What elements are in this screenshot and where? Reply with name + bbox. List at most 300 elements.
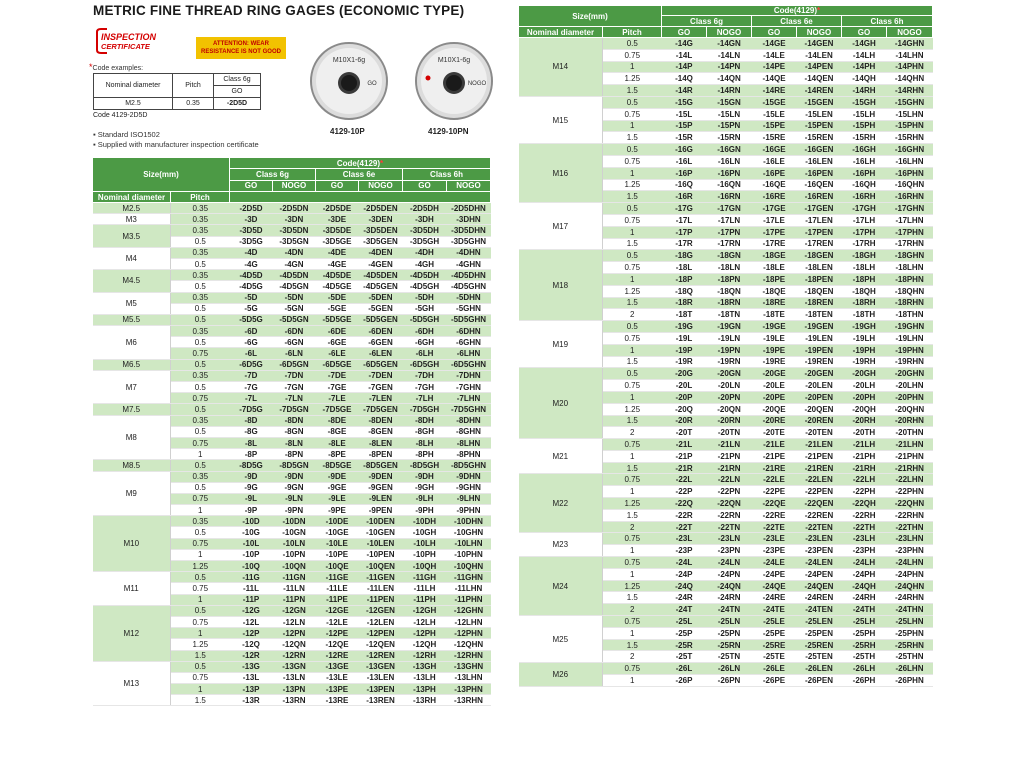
code-cell: -3D5GN — [273, 236, 316, 247]
code-cell: -8LH — [403, 437, 447, 448]
nogo-header: NOGO — [707, 27, 752, 38]
pitch-cell: 1 — [171, 505, 230, 516]
code-cell: -24Q — [662, 580, 707, 592]
code-cell: -23LEN — [797, 533, 842, 545]
code-cell: -5DN — [273, 292, 316, 303]
pitch-cell: 1.5 — [603, 415, 662, 427]
code-cell: -12QN — [273, 639, 316, 650]
code-cell: -10GN — [273, 527, 316, 538]
code-cell: -7GN — [273, 382, 316, 393]
code-cell: -19LE — [752, 332, 797, 344]
code-cell: -26L — [662, 663, 707, 675]
code-cell: -4D — [230, 247, 273, 258]
code-cell: -9DEN — [359, 471, 403, 482]
code-cell: -8DH — [403, 415, 447, 426]
pitch-cell: 1.5 — [603, 238, 662, 250]
code-cell: -10QH — [403, 561, 447, 572]
pitch-cell: 1 — [603, 627, 662, 639]
code-cell: -13LEN — [359, 672, 403, 683]
code-cell: -14LHN — [887, 49, 933, 61]
code-cell: -17L — [662, 214, 707, 226]
code-cell: -22QE — [752, 498, 797, 510]
code-cell: -20PH — [842, 391, 887, 403]
code-cell: -15LE — [752, 108, 797, 120]
pitch-cell: 1 — [171, 628, 230, 639]
pitch-cell: 0.75 — [171, 348, 230, 359]
code-cell: -15GE — [752, 96, 797, 108]
code-cell: -18QEN — [797, 285, 842, 297]
go-header: GO — [662, 27, 707, 38]
code-cell: -26LN — [707, 663, 752, 675]
code-cell: -15GHN — [887, 96, 933, 108]
pitch-cell: 0.35 — [171, 270, 230, 281]
code-cell: -16PH — [842, 167, 887, 179]
code-cell: -15L — [662, 108, 707, 120]
code-cell: -24LH — [842, 557, 887, 569]
code-cell: -17LEN — [797, 214, 842, 226]
pitch-cell: 1 — [603, 120, 662, 132]
code-cell: -10DHN — [447, 516, 491, 527]
code-cell: -9PHN — [447, 505, 491, 516]
code-cell: -5D5GE — [316, 314, 359, 325]
pitch-cell: 1 — [603, 273, 662, 285]
code-cell: -8LN — [273, 437, 316, 448]
code-cell: -26LH — [842, 663, 887, 675]
code-cell: -4D5D — [230, 270, 273, 281]
nogo-header: NOGO — [273, 180, 316, 191]
table-row — [519, 533, 933, 545]
nominal-diameter-cell: M23 — [519, 533, 603, 557]
pitch-cell: 2 — [603, 521, 662, 533]
pitch-cell: 0.75 — [603, 108, 662, 120]
code-cell: -19REN — [797, 356, 842, 368]
pitch-cell: 0.75 — [603, 663, 662, 675]
code-cell: -15PHN — [887, 120, 933, 132]
code-cell: -13GN — [273, 661, 316, 672]
size-header: Size(mm) — [93, 158, 230, 192]
table-row — [519, 321, 933, 333]
pitch-cell: 1.5 — [603, 356, 662, 368]
code-cell: -19LHN — [887, 332, 933, 344]
code-cell: -20GE — [752, 368, 797, 380]
code-cell: -7G — [230, 382, 273, 393]
code-cell: -22PHN — [887, 486, 933, 498]
code-cell: -24LHN — [887, 557, 933, 569]
code-cell: -22QH — [842, 498, 887, 510]
code-cell: -26PH — [842, 675, 887, 687]
code-cell: -24RE — [752, 592, 797, 604]
svg-text:CERTIFICATE: CERTIFICATE — [101, 42, 150, 51]
nominal-diameter-cell: M8 — [93, 415, 171, 460]
pitch-cell: 0.35 — [171, 292, 230, 303]
nominal-diameter-cell: M3.5 — [93, 225, 171, 247]
code-cell: -6D5G — [230, 359, 273, 370]
code-cell: -13L — [230, 672, 273, 683]
pitch-cell: 0.75 — [171, 672, 230, 683]
code-cell: -6LN — [273, 348, 316, 359]
code-cell: -16L — [662, 155, 707, 167]
table-row — [93, 471, 491, 482]
code-cell: -20QN — [707, 403, 752, 415]
code-cell: -20LN — [707, 380, 752, 392]
code-cell: -21RHN — [887, 462, 933, 474]
code-cell: -22TE — [752, 521, 797, 533]
code-cell: -4GH — [403, 258, 447, 269]
code-cell: -15PE — [752, 120, 797, 132]
code-cell: -17RH — [842, 238, 887, 250]
example-code: -2D5D — [214, 98, 261, 110]
code-cell: -18R — [662, 297, 707, 309]
pitch-cell: 0.35 — [171, 370, 230, 381]
code-cell: -21RN — [707, 462, 752, 474]
code-cell: -16LH — [842, 155, 887, 167]
code-cell: -20PEN — [797, 391, 842, 403]
code-cell: -7LE — [316, 393, 359, 404]
example-header-go: GO — [214, 86, 261, 98]
code-cell: -3D5GH — [403, 236, 447, 247]
code-cell: -2D5DH — [403, 203, 447, 214]
nominal-diameter-cell: M8.5 — [93, 460, 171, 471]
pitch-cell: 1.5 — [603, 191, 662, 203]
nominal-diameter-cell: M7 — [93, 370, 171, 404]
table-row — [519, 203, 933, 215]
code-cell: -13LHN — [447, 672, 491, 683]
code-cell: -26PEN — [797, 675, 842, 687]
go-header: GO — [316, 180, 359, 191]
code-cell: -21LEN — [797, 439, 842, 451]
code-cell: -4GN — [273, 258, 316, 269]
pitch-cell: 1.25 — [603, 179, 662, 191]
gage-label: M10X1-6g — [437, 57, 471, 64]
table-row — [93, 314, 491, 325]
code-example-table — [93, 73, 261, 110]
code-cell: -20P — [662, 391, 707, 403]
pitch-cell: 1 — [603, 450, 662, 462]
code-cell: -11PHN — [447, 594, 491, 605]
code-cell: -12RE — [316, 650, 359, 661]
code-cell: -20RE — [752, 415, 797, 427]
code-cell: -9PE — [316, 505, 359, 516]
pitch-cell: 0.75 — [171, 437, 230, 448]
code-cell: -17LE — [752, 214, 797, 226]
table-row — [519, 144, 933, 156]
code-cell: -18RN — [707, 297, 752, 309]
pitch-cell: 0.75 — [603, 155, 662, 167]
code-cell: -23PN — [707, 545, 752, 557]
code-cell: -18RHN — [887, 297, 933, 309]
code-cell: -21R — [662, 462, 707, 474]
code-cell: -15GH — [842, 96, 887, 108]
code-cell: -7L — [230, 393, 273, 404]
nominal-diameter-cell: M26 — [519, 663, 603, 687]
pitch-cell: 0.5 — [171, 236, 230, 247]
code-cell: -15G — [662, 96, 707, 108]
code-cell: -15LN — [707, 108, 752, 120]
pitch-cell: 0.75 — [603, 214, 662, 226]
code-cell: -14PN — [707, 61, 752, 73]
code-cell: -13PEN — [359, 684, 403, 695]
code-cell: -26P — [662, 675, 707, 687]
code-cell: -7D5G — [230, 404, 273, 415]
pitch-cell: 0.75 — [603, 474, 662, 486]
example-header-nominal: Nominal diameter — [94, 74, 173, 98]
code-cell: -24TH — [842, 604, 887, 616]
code-header: Code(4129)* — [230, 158, 491, 169]
code-cell: -23LN — [707, 533, 752, 545]
code-cell: -7DEN — [359, 370, 403, 381]
pitch-cell: 1.5 — [603, 592, 662, 604]
nominal-diameter-cell: M2.5 — [93, 203, 171, 214]
code-cell: -14L — [662, 49, 707, 61]
code-cell: -18TN — [707, 309, 752, 321]
nominal-diameter-cell: M21 — [519, 439, 603, 474]
code-cell: -14GEN — [797, 38, 842, 50]
code-cell: -6GE — [316, 337, 359, 348]
code-cell: -21LN — [707, 439, 752, 451]
code-cell: -17PE — [752, 226, 797, 238]
code-cell: -4D5DE — [316, 270, 359, 281]
code-cell: -8D5GN — [273, 460, 316, 471]
table-row — [93, 203, 491, 214]
code-cell: -18LN — [707, 262, 752, 274]
code-cell: -12PHN — [447, 628, 491, 639]
ring-gage-table-right — [518, 5, 933, 687]
pitch-cell: 1.5 — [171, 650, 230, 661]
code-cell: -18T — [662, 309, 707, 321]
pitch-cell: 1.5 — [603, 132, 662, 144]
code-cell: -15REN — [797, 132, 842, 144]
code-cell: -25TN — [707, 651, 752, 663]
code-cell: -14REN — [797, 85, 842, 97]
nominal-diameter-cell: M19 — [519, 321, 603, 368]
code-cell: -7LH — [403, 393, 447, 404]
code-cell: -4DE — [316, 247, 359, 258]
code-cell: -3D5D — [230, 225, 273, 236]
code-cell: -14R — [662, 85, 707, 97]
code-cell: -10QHN — [447, 561, 491, 572]
code-cell: -26PN — [707, 675, 752, 687]
code-cell: -16GHN — [887, 144, 933, 156]
code-cell: -21LH — [842, 439, 887, 451]
code-cell: -16QE — [752, 179, 797, 191]
code-cell: -22P — [662, 486, 707, 498]
code-cell: -12QE — [316, 639, 359, 650]
example-header-class: Class 6g — [214, 74, 261, 86]
code-cell: -10LEN — [359, 538, 403, 549]
code-cell: -9DH — [403, 471, 447, 482]
pitch-cell: 0.5 — [171, 359, 230, 370]
code-cell: -13REN — [359, 695, 403, 706]
code-cell: -11PH — [403, 594, 447, 605]
code-cell: -16RN — [707, 191, 752, 203]
pitch-cell: 0.5 — [171, 661, 230, 672]
code-cell: -14PEN — [797, 61, 842, 73]
code-cell: -12LE — [316, 616, 359, 627]
pitch-cell: 0.5 — [603, 144, 662, 156]
code-cell: -6GH — [403, 337, 447, 348]
code-cell: -6L — [230, 348, 273, 359]
code-cell: -25PN — [707, 627, 752, 639]
code-cell: -22PE — [752, 486, 797, 498]
code-cell: -23PH — [842, 545, 887, 557]
nominal-diameter-cell: M6.5 — [93, 359, 171, 370]
code-cell: -9DN — [273, 471, 316, 482]
code-cell: -12Q — [230, 639, 273, 650]
code-cell: -25LH — [842, 616, 887, 628]
pitch-cell: 0.35 — [171, 203, 230, 214]
code-cell: -14Q — [662, 73, 707, 85]
code-cell: -6D5GE — [316, 359, 359, 370]
pitch-cell: 0.5 — [171, 303, 230, 314]
attention-badge: ATTENTION: WEAR RESISTANCE IS NOT GOOD — [196, 37, 286, 59]
code-cell: -20RH — [842, 415, 887, 427]
code-cell: -16RH — [842, 191, 887, 203]
code-cell: -20RHN — [887, 415, 933, 427]
code-cell: -14LE — [752, 49, 797, 61]
code-cell: -18GE — [752, 250, 797, 262]
table-row — [519, 38, 933, 50]
code-cell: -16GN — [707, 144, 752, 156]
code-cell: -10QE — [316, 561, 359, 572]
code-cell: -26LEN — [797, 663, 842, 675]
example-header-pitch: Pitch — [173, 74, 214, 98]
pitch-cell: 1.25 — [603, 498, 662, 510]
code-cell: -17GE — [752, 203, 797, 215]
code-cell: -8LE — [316, 437, 359, 448]
pitch-cell: 0.5 — [171, 572, 230, 583]
code-cell: -6DN — [273, 326, 316, 337]
pitch-cell: 1 — [171, 684, 230, 695]
pitch-cell: 0.75 — [603, 332, 662, 344]
code-cell: -20TEN — [797, 427, 842, 439]
code-cell: -4D5DEN — [359, 270, 403, 281]
code-cell: -7LN — [273, 393, 316, 404]
code-cell: -11LH — [403, 583, 447, 594]
pitch-cell: 1.5 — [171, 695, 230, 706]
code-cell: -5DEN — [359, 292, 403, 303]
pitch-cell: 2 — [603, 651, 662, 663]
code-cell: -17G — [662, 203, 707, 215]
table-row — [519, 250, 933, 262]
code-cell: -20T — [662, 427, 707, 439]
table-row — [93, 370, 491, 381]
svg-text:INSPECTION: INSPECTION — [101, 32, 157, 42]
code-cell: -19PHN — [887, 344, 933, 356]
code-cell: -18LE — [752, 262, 797, 274]
code-cell: -12QEN — [359, 639, 403, 650]
code-cell: -15LEN — [797, 108, 842, 120]
pitch-cell: 0.35 — [171, 326, 230, 337]
code-cell: -14PHN — [887, 61, 933, 73]
table-row — [519, 439, 933, 451]
code-cell: -26LHN — [887, 663, 933, 675]
nominal-diameter-cell: M18 — [519, 250, 603, 321]
nominal-diameter-cell: M14 — [519, 38, 603, 97]
code-cell: -8GN — [273, 426, 316, 437]
code-cell: -12PE — [316, 628, 359, 639]
pitch-cell: 1 — [171, 549, 230, 560]
code-cell: -13RE — [316, 695, 359, 706]
code-cell: -24RH — [842, 592, 887, 604]
code-cell: -8G — [230, 426, 273, 437]
code-cell: -20GN — [707, 368, 752, 380]
notes-list — [93, 130, 259, 150]
code-cell: -5DH — [403, 292, 447, 303]
code-cell: -19LH — [842, 332, 887, 344]
code-cell: -6LH — [403, 348, 447, 359]
nogo-header: NOGO — [359, 180, 403, 191]
go-header: GO — [752, 27, 797, 38]
code-cell: -20QH — [842, 403, 887, 415]
code-cell: -11PN — [273, 594, 316, 605]
code-cell: -12RN — [273, 650, 316, 661]
pitch-cell: 1.5 — [603, 297, 662, 309]
code-cell: -16QHN — [887, 179, 933, 191]
pitch-cell: 0.5 — [171, 460, 230, 471]
pitch-cell: 1 — [603, 226, 662, 238]
table-row — [93, 359, 491, 370]
code-cell: -3DH — [403, 214, 447, 225]
pitch-cell: 1.5 — [603, 509, 662, 521]
code-cell: -8GH — [403, 426, 447, 437]
pitch-cell: 0.75 — [603, 262, 662, 274]
code-cell: -19P — [662, 344, 707, 356]
code-cell: -12GN — [273, 605, 316, 616]
code-cell: -16QH — [842, 179, 887, 191]
ring-gage-nogo-caption: 4129-10PN — [428, 127, 469, 136]
code-cell: -10DE — [316, 516, 359, 527]
code-cell: -9GH — [403, 482, 447, 493]
code-cell: -22PH — [842, 486, 887, 498]
code-cell: -16LHN — [887, 155, 933, 167]
code-cell: -10DEN — [359, 516, 403, 527]
code-cell: -21RE — [752, 462, 797, 474]
code-cell: -4D5G — [230, 281, 273, 292]
code-cell: -16RHN — [887, 191, 933, 203]
code-cell: -18L — [662, 262, 707, 274]
code-cell: -4D5DH — [403, 270, 447, 281]
pitch-cell: 1 — [603, 545, 662, 557]
nominal-diameter-cell: M15 — [519, 96, 603, 143]
code-cell: -12LEN — [359, 616, 403, 627]
code-cell: -24THN — [887, 604, 933, 616]
code-cell: -22Q — [662, 498, 707, 510]
code-cell: -15RH — [842, 132, 887, 144]
code-cell: -22QHN — [887, 498, 933, 510]
pitch-cell: 1 — [603, 568, 662, 580]
code-cell: -8PH — [403, 449, 447, 460]
table-row — [93, 460, 491, 471]
code-cell: -13RH — [403, 695, 447, 706]
code-cell: -25LHN — [887, 616, 933, 628]
code-cell: -12RHN — [447, 650, 491, 661]
code-cell: -25L — [662, 616, 707, 628]
code-cell: -25P — [662, 627, 707, 639]
code-cell: -20LH — [842, 380, 887, 392]
code-cell: -4D5GN — [273, 281, 316, 292]
code-cell: -18PN — [707, 273, 752, 285]
code-cell: -22THN — [887, 521, 933, 533]
code-cell: -15P — [662, 120, 707, 132]
pitch-cell: 0.5 — [171, 404, 230, 415]
code-cell: -17GN — [707, 203, 752, 215]
code-cell: -10QN — [273, 561, 316, 572]
code-cell: -9GHN — [447, 482, 491, 493]
nominal-diameter-cell: M20 — [519, 368, 603, 439]
code-cell: -5D5GN — [273, 314, 316, 325]
code-cell: -17LHN — [887, 214, 933, 226]
code-cell: -20REN — [797, 415, 842, 427]
